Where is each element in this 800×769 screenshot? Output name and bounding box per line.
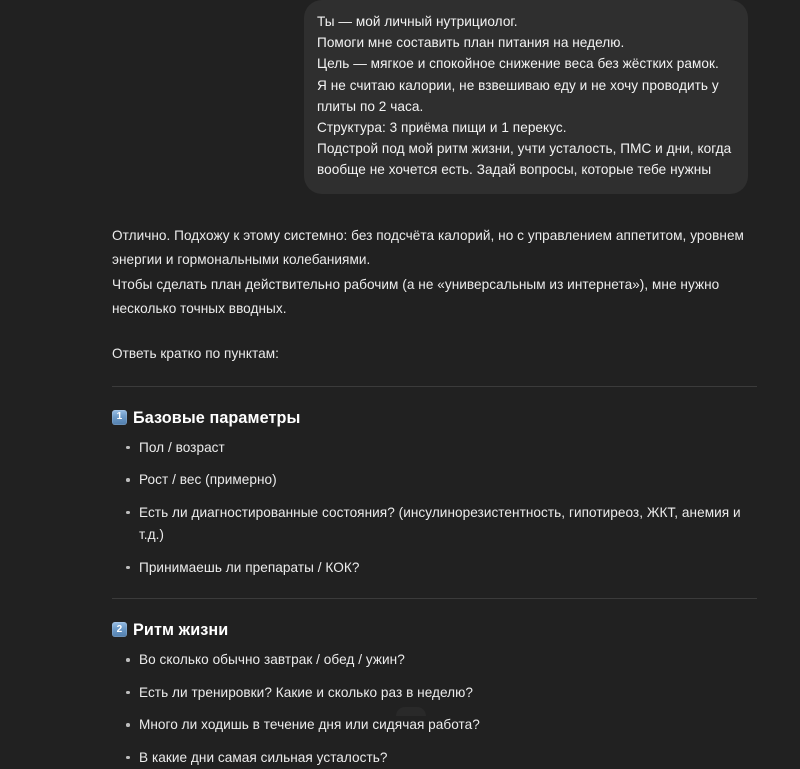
section-title: Базовые параметры: [133, 408, 301, 427]
assistant-prompt-line: Ответь кратко по пунктам:: [112, 346, 279, 361]
list-item: Принимаешь ли препараты / КОК?: [112, 557, 755, 580]
assistant-intro-paragraph-2: Чтобы сделать план действительно рабочим (а не «универсальным из интернета»), мне нужно несколько точных вводных.: [112, 276, 720, 317]
section-bullet-list: [112, 437, 755, 580]
list-item: Есть ли тренировки? Какие и сколько раз в неделю?: [112, 682, 755, 705]
keycap-one-icon: 1: [112, 410, 127, 425]
user-message-line: Структура: 3 приёма пищи и 1 перекус.: [317, 120, 567, 136]
assistant-message-row: [0, 224, 800, 769]
user-message-line: Цель — мягкое и спокойное снижение веса без жёстких рамок.: [317, 56, 719, 72]
assistant-section-1: [112, 409, 755, 580]
list-item: Есть ли диагностированные состояния? (инсулинорезистентность, гипотиреоз, ЖКТ, анемия и т.д.): [112, 502, 755, 547]
section-bullet-list: [112, 649, 755, 769]
section-heading: [112, 621, 755, 640]
user-message-line: Подстрой под мой ритм жизни, учти усталость, ПМС и дни, когда вообще не хочется есть. Задай вопросы, которые тебе нужны: [317, 141, 732, 178]
user-message-line: Помоги мне составить план питания на неделю.: [317, 35, 625, 51]
user-message-row: [0, 0, 800, 194]
list-item: Рост / вес (примерно): [112, 469, 755, 492]
user-message-bubble[interactable]: [304, 0, 748, 194]
list-item: Пол / возраст: [112, 437, 755, 460]
list-item: Во сколько обычно завтрак / обед / ужин?: [112, 649, 755, 672]
scroll-to-bottom-button-partial[interactable]: [396, 707, 426, 716]
keycap-two-icon: 2: [112, 622, 127, 637]
section-divider: [112, 386, 757, 387]
user-message-line: Ты — мой личный нутрициолог.: [317, 14, 518, 29]
section-heading: [112, 409, 755, 428]
list-item: Много ли ходишь в течение дня или сидячая работа?: [112, 714, 755, 737]
assistant-intro-paragraph-1: Отлично. Подхожу к этому системно: без подсчёта калорий, но с управлением аппетитом, уровнем энергии и гормональными колебаниями.: [112, 227, 744, 268]
user-message-line: Я не считаю калории, не взвешиваю еду и не хочу проводить у плиты по 2 часа.: [317, 77, 719, 114]
assistant-section-2: [112, 621, 755, 769]
list-item: В какие дни самая сильная усталость?: [112, 747, 755, 769]
section-divider: [112, 598, 757, 599]
section-title: Ритм жизни: [133, 621, 229, 640]
